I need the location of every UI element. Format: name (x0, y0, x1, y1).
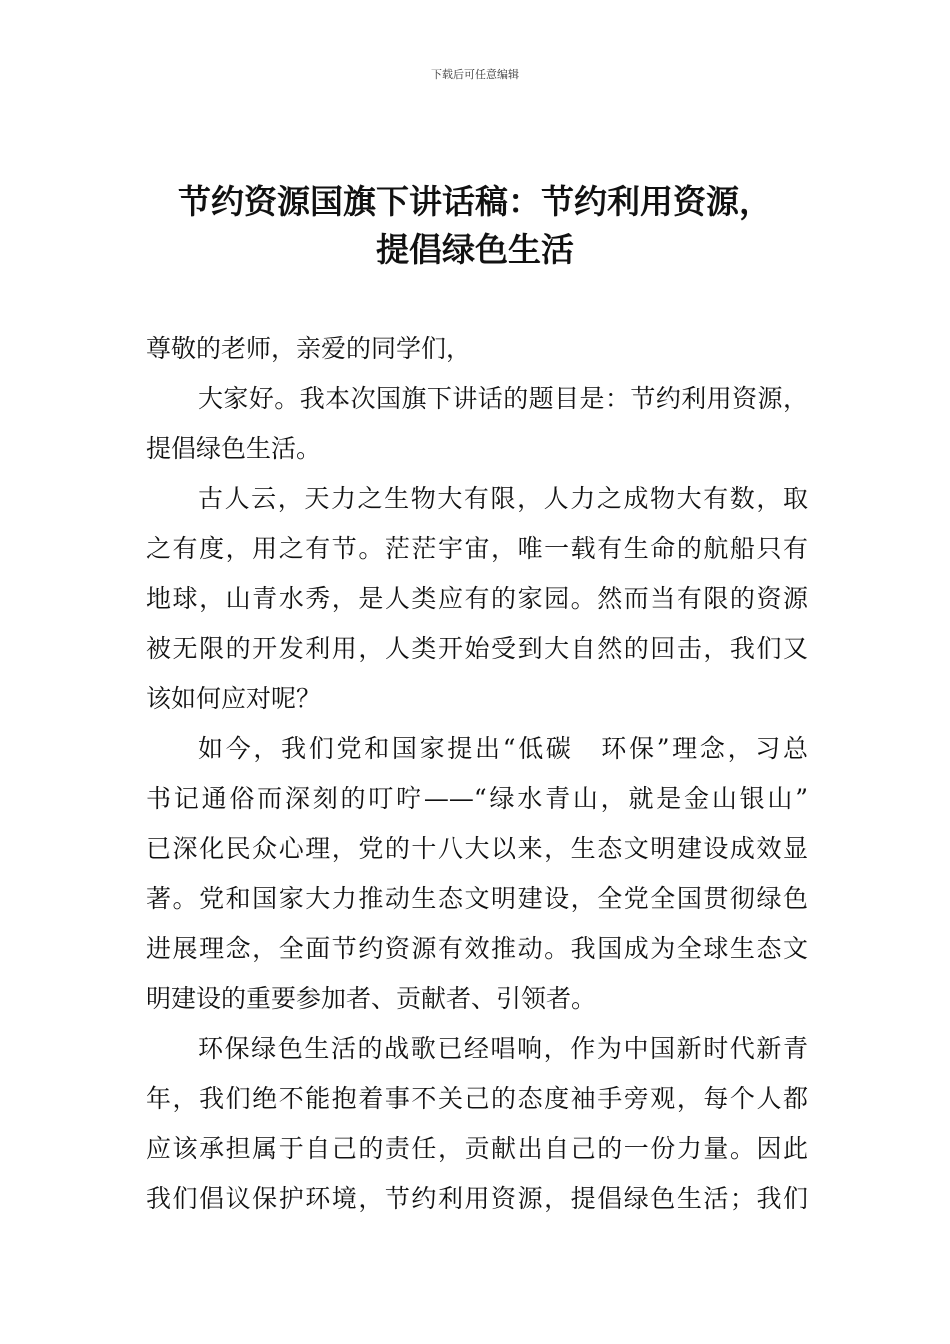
body-line: 著。党和国家大力推动生态文明建设，全党全国贯彻绿色 (146, 884, 808, 913)
body-line: 古人云，天力之生物大有限，人力之成物大有数，取 (198, 484, 808, 513)
body-line: 明建设的重要参加者、贡献者、引领者。 (146, 984, 597, 1013)
body-line: 书记通俗而深刻的叮咛——“绿水青山，就是金山银山” (146, 784, 808, 813)
body-line: 地球，山青水秀，是人类应有的家园。然而当有限的资源 (146, 584, 808, 613)
header-note: 下载后可任意编辑 (431, 68, 519, 81)
page-title (100, 178, 850, 274)
body-line: 尊敬的老师，亲爱的同学们， (146, 334, 472, 363)
body-line: 环保绿色生活的战歌已经唱响，作为中国新时代新青 (198, 1034, 808, 1063)
body-line: 提倡绿色生活。 (146, 434, 322, 463)
document-body (146, 324, 808, 1224)
body-line: 该如何应对呢？ (146, 684, 322, 713)
body-line: 已深化民众心理，党的十八大以来，生态文明建设成效显 (146, 834, 808, 863)
body-line: 被无限的开发利用，人类开始受到大自然的回击，我们又 (146, 634, 808, 663)
title-line-2: 提倡绿色生活 (376, 230, 574, 269)
body-line: 年，我们绝不能抱着事不关己的态度袖手旁观，每个人都 (146, 1084, 808, 1113)
body-line: 如今，我们党和国家提出“低碳 环保”理念，习总 (198, 734, 808, 763)
body-line: 我们倡议保护环境，节约利用资源，提倡绿色生活；我们 (146, 1184, 808, 1213)
body-line: 之有度，用之有节。茫茫宇宙，唯一载有生命的航船只有 (146, 534, 808, 563)
body-line: 应该承担属于自己的责任，贡献出自己的一份力量。因此 (146, 1134, 808, 1163)
body-line: 大家好。我本次国旗下讲话的题目是：节约利用资源， (198, 384, 808, 413)
body-line: 进展理念，全面节约资源有效推动。我国成为全球生态文 (146, 934, 808, 963)
title-line-1: 节约资源国旗下讲话稿：节约利用资源， (178, 182, 772, 221)
